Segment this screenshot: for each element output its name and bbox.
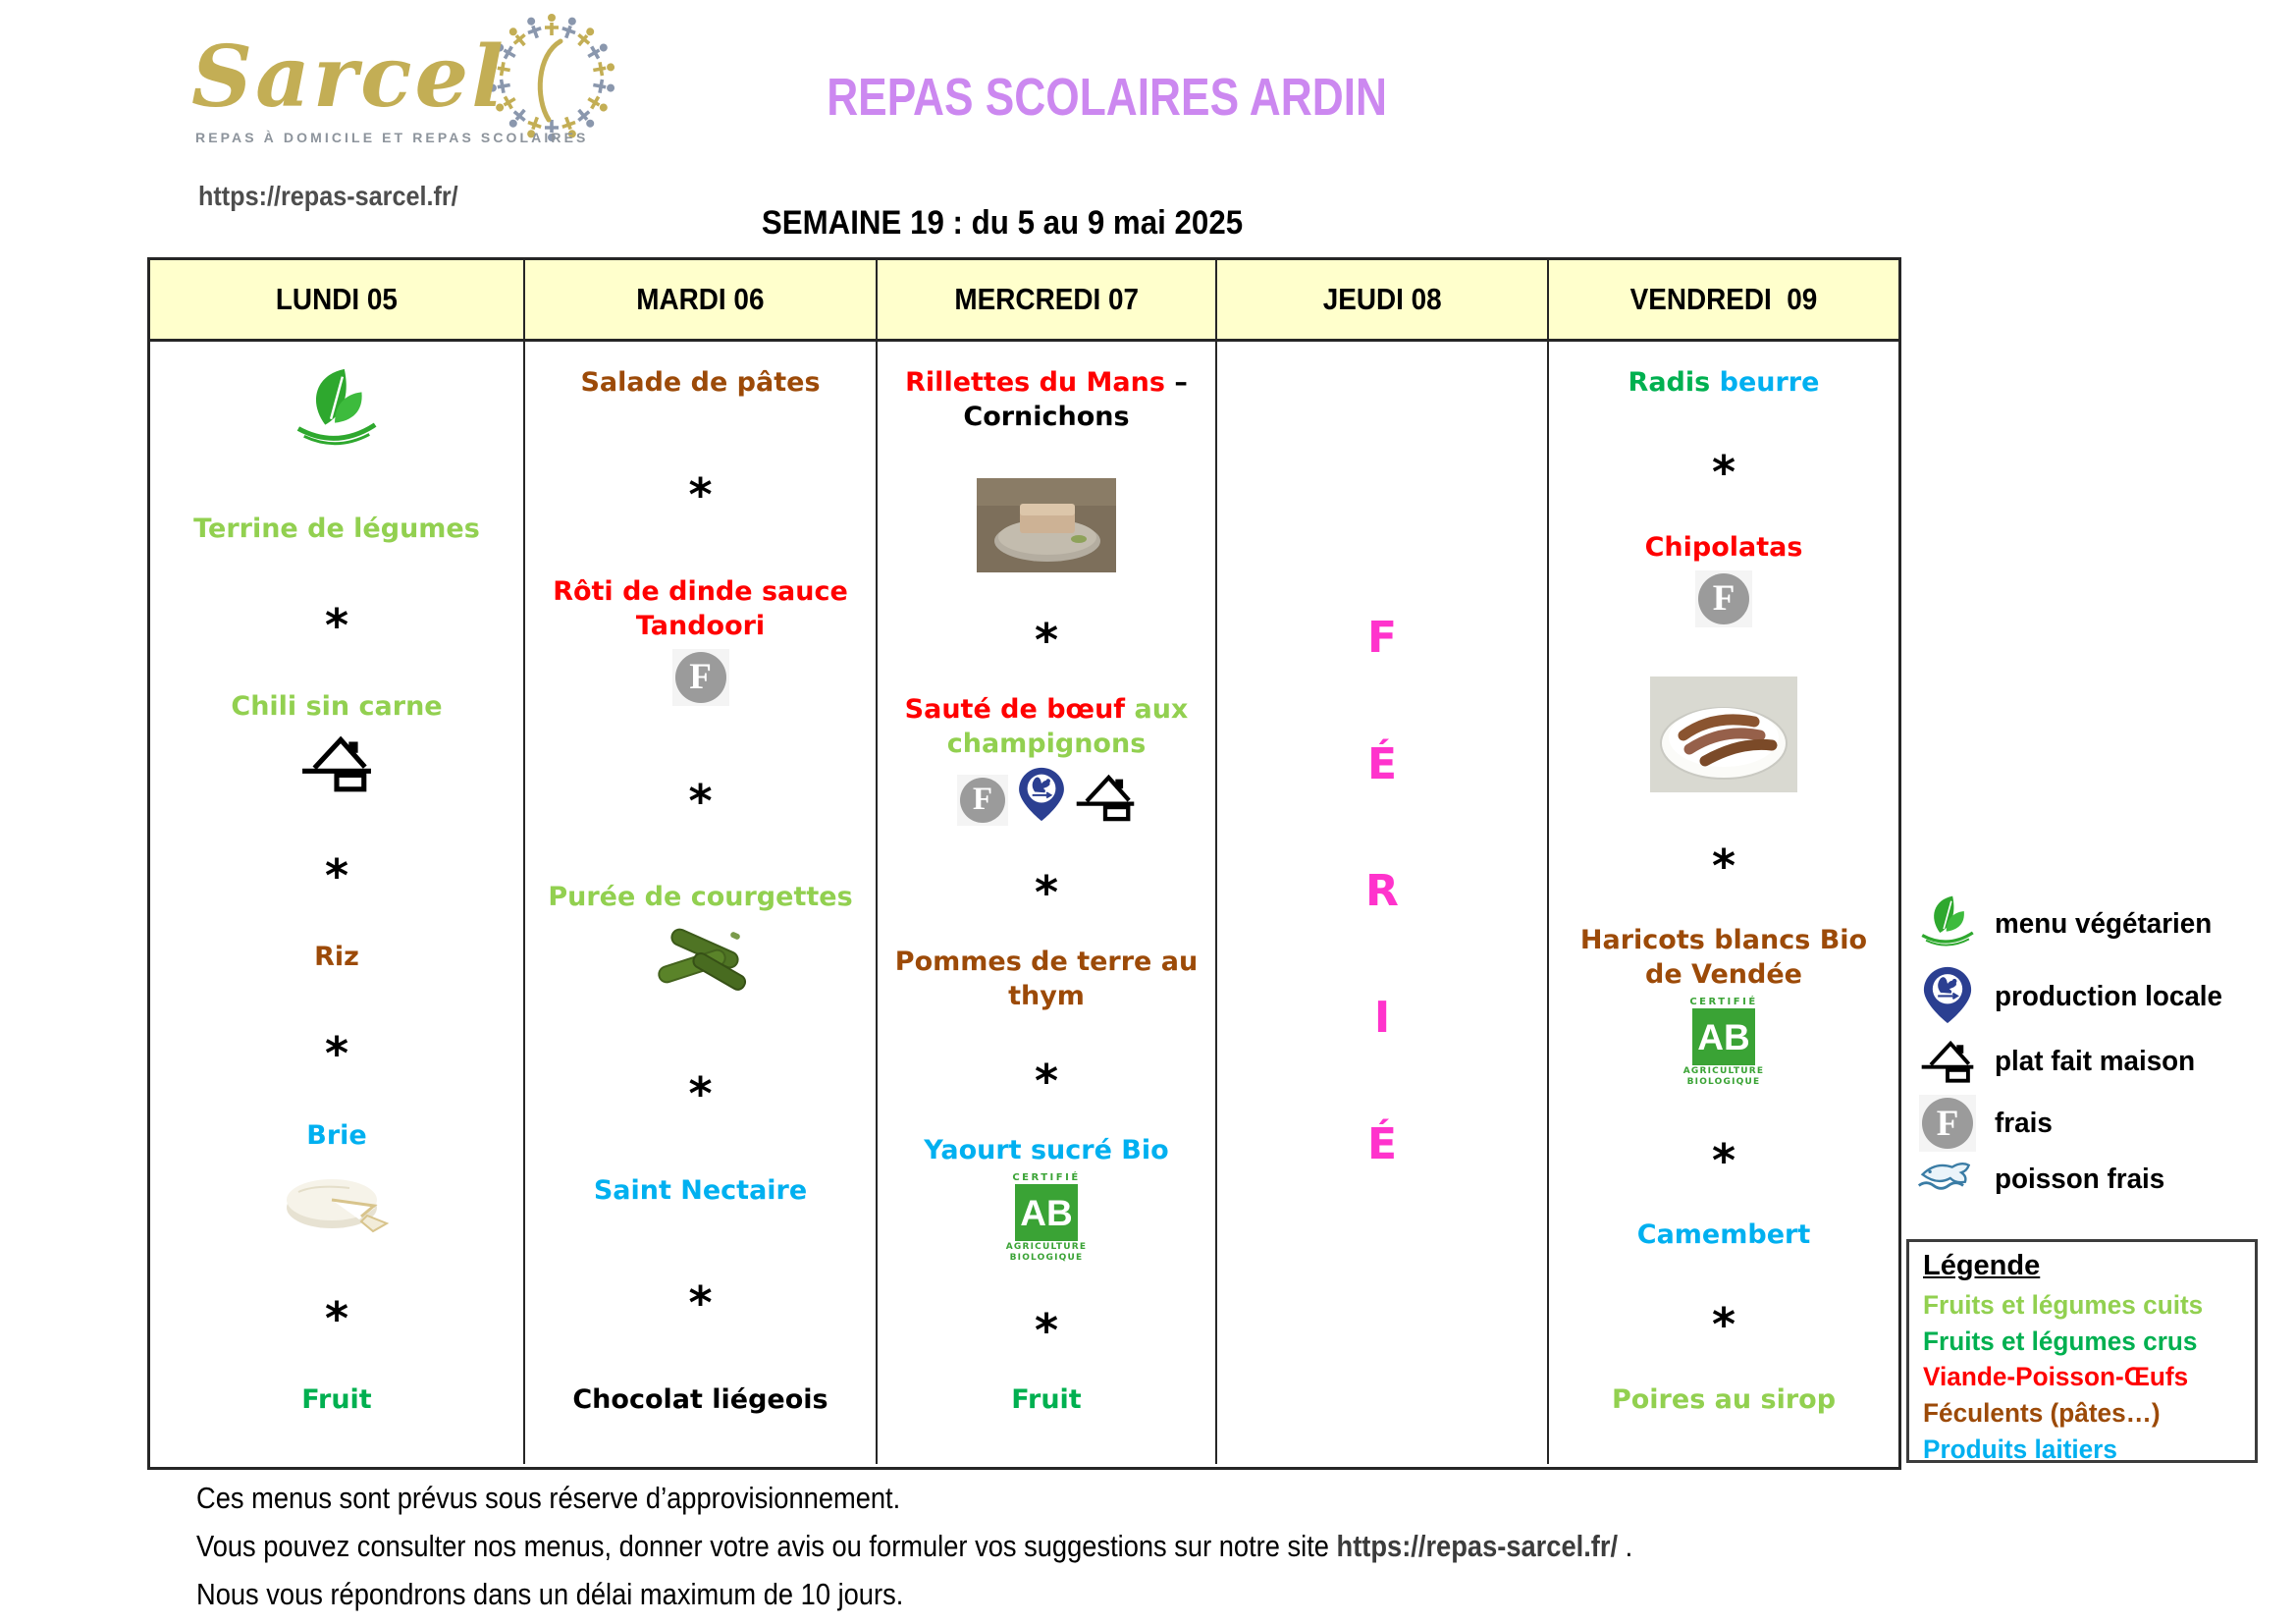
courgettes-photo [640, 921, 760, 1000]
frais-letter: F [675, 652, 726, 703]
icon-legend [1912, 886, 2295, 1204]
legend-row-frais [1912, 1092, 2295, 1155]
week-title: SEMAINE 19 : du 5 au 9 mai 2025 [761, 204, 1244, 242]
footer-notes [196, 1481, 1829, 1624]
separator-star: * [1711, 1298, 1736, 1352]
dish-group [548, 880, 852, 999]
day-header-mercredi [878, 260, 1217, 339]
fish-icon [1915, 1160, 1980, 1199]
color-legend-box [1906, 1239, 2258, 1463]
dish-label [1011, 1382, 1081, 1417]
logo-tagline: REPAS À DOMICILE ET REPAS SCOLAIRES [195, 130, 589, 145]
dish-text: Brie [306, 1119, 367, 1151]
day-column-mardi [525, 342, 878, 1464]
table-body-row [150, 342, 1898, 1464]
dish-text: – [1164, 367, 1188, 398]
ab-biologique-label: BIOLOGIQUE [1009, 1253, 1084, 1264]
dish-group [905, 692, 1189, 826]
frais-icon [672, 649, 729, 706]
day-header-label: MARDI 06 [636, 282, 765, 316]
legend-label: menu végétarien [1995, 907, 2213, 940]
legend-label: poisson frais [1995, 1163, 2165, 1195]
dish-text: aux [1134, 693, 1189, 725]
ab-agriculture-label: AGRICULTURE [1682, 1066, 1765, 1077]
legend-label: production locale [1995, 980, 2223, 1012]
day-column-vendredi [1549, 342, 1898, 1464]
ab-certifie-label: CERTIFIÉ [1012, 1172, 1081, 1184]
vegetarian-icon [288, 365, 386, 456]
ferie-letter: I [1373, 992, 1391, 1043]
frais-letter: F [960, 778, 1005, 823]
ab-certifie-label: CERTIFIÉ [1689, 997, 1758, 1008]
page-title: REPAS SCOLAIRES ARDIN [827, 68, 1387, 127]
dish-label [193, 512, 480, 546]
dish-text: Fruit [301, 1383, 372, 1415]
dish-icons-row [957, 767, 1136, 826]
day-header-lundi [150, 260, 525, 339]
separator-star: * [324, 599, 349, 653]
dish-label [572, 1382, 828, 1417]
separator-star: * [1034, 866, 1059, 920]
dish-text: Pommes de terre au thym [894, 947, 1199, 1012]
separator-star: * [688, 774, 713, 828]
dish-group [1645, 530, 1803, 627]
ferie-letter: R [1365, 865, 1399, 916]
legend-label: frais [1995, 1107, 2053, 1139]
dish-text: champignons [946, 728, 1147, 759]
dish-text: Terrine de légumes [193, 513, 480, 544]
dish-label [580, 365, 820, 400]
dish-text: beurre [1719, 367, 1820, 398]
dish-text: Chocolat liégeois [572, 1383, 828, 1415]
dish-label [306, 1118, 366, 1153]
frais-icon [1919, 1095, 1976, 1152]
dish-label [1612, 1382, 1836, 1417]
frais-letter: F [1698, 573, 1749, 624]
maison-icon [1920, 1036, 1975, 1087]
separator-star: * [1034, 1303, 1059, 1357]
separator-star: * [1711, 446, 1736, 500]
dish-label [548, 880, 852, 914]
dish-group [924, 1133, 1168, 1263]
dish-group [231, 689, 442, 796]
dish-text: Rillettes du Mans [905, 367, 1165, 398]
dish-text: Salade de pâtes [580, 367, 821, 398]
footer-line-1: Ces menus sont prévus sous réserve d’approvisionnement. [196, 1481, 901, 1515]
color-legend-title: Légende [1923, 1250, 2041, 1281]
dish-text: Purée de courgettes [548, 882, 853, 913]
dish-group [1559, 923, 1889, 1087]
ab-agriculture-label: AGRICULTURE [1005, 1242, 1088, 1253]
dish-text: Haricots blancs Bio de Vendée [1579, 925, 1868, 991]
separator-star: * [324, 1291, 349, 1345]
separator-star: * [1034, 1055, 1059, 1109]
color-legend-entry: Viande-Poisson-Œufs [1923, 1362, 2189, 1392]
rillettes-photo [977, 478, 1116, 572]
ferie-letter: F [1366, 612, 1398, 663]
day-header-jeudi [1217, 260, 1549, 339]
day-header-label: MERCREDI 07 [954, 282, 1139, 316]
dish-label [301, 1382, 371, 1417]
separator-star: * [1034, 613, 1059, 667]
separator-star: * [324, 849, 349, 903]
ferie-letter: É [1366, 738, 1398, 789]
vegetarian-icon [1915, 893, 1980, 954]
menu-table [147, 257, 1901, 1470]
ab-icon [1006, 1173, 1088, 1263]
dish-text: Rôti de dinde sauce Tandoori [553, 575, 848, 641]
maison-icon [300, 730, 373, 796]
dish-text: Poires au sirop [1611, 1383, 1837, 1415]
separator-star: * [688, 1067, 713, 1121]
ab-biologique-label: BIOLOGIQUE [1686, 1077, 1761, 1088]
dish-label [887, 945, 1205, 1013]
dish-label [314, 940, 359, 974]
day-column-mercredi [878, 342, 1217, 1464]
legend-row-maison [1912, 1031, 2295, 1092]
site-url: https://repas-sarcel.fr/ [198, 181, 458, 211]
footer-line-2: Vous pouvez consulter nos menus, donner votre avis ou formuler vos suggestions sur notre site https://repas-sarcel.fr/ . [196, 1529, 1633, 1563]
dish-label [1645, 530, 1803, 565]
frais-icon [957, 775, 1008, 826]
dish-group [535, 574, 866, 706]
dish-text: Chili sin carne [231, 691, 443, 723]
chipolatas-photo [1650, 677, 1797, 792]
separator-star: * [688, 1275, 713, 1329]
legend-icon-cell [1912, 893, 1983, 954]
separator-star: * [1711, 1133, 1736, 1187]
legend-row-local [1912, 962, 2295, 1031]
footer-line-3: Nous vous répondrons dans un délai maximum de 10 jours. [196, 1577, 904, 1611]
local-icon [1018, 767, 1065, 826]
dish-text: Riz [314, 942, 359, 973]
frais-letter: F [1922, 1098, 1973, 1149]
day-header-vendredi [1549, 260, 1898, 339]
separator-star: * [324, 1027, 349, 1081]
dish-text: Camembert [1636, 1219, 1811, 1251]
local-icon [1923, 966, 1972, 1028]
dish-label [905, 365, 1188, 434]
color-legend-entry: Produits laitiers [1923, 1434, 2117, 1464]
dish-label [924, 1133, 1168, 1167]
ferie-letter: É [1366, 1118, 1398, 1169]
legend-icon-cell [1912, 1095, 1983, 1152]
dish-text: Sauté de bœuf [904, 693, 1135, 725]
footer-site-url: https://repas-sarcel.fr/ [1336, 1529, 1619, 1563]
dish-label [905, 692, 1189, 761]
dish-label [535, 574, 866, 643]
day-header-mardi [525, 260, 878, 339]
ab-letters: AB [1692, 1008, 1755, 1065]
legend-row-vegetarian [1912, 886, 2295, 962]
dish-text: Saint Nectaire [593, 1175, 808, 1207]
legend-label: plat fait maison [1995, 1045, 2196, 1077]
logo-brand: Sarcel [191, 27, 507, 127]
color-legend-entry: Fruits et légumes crus [1923, 1326, 2198, 1356]
brie-photo [277, 1159, 397, 1239]
dish-text: Fruit [1011, 1383, 1082, 1415]
ab-icon [1683, 998, 1765, 1087]
color-legend-entry: Fruits et légumes cuits [1923, 1290, 2204, 1320]
day-header-label: VENDREDI 09 [1629, 282, 1818, 316]
day-header-label: JEUDI 08 [1322, 282, 1442, 316]
separator-star: * [1711, 839, 1736, 893]
ab-letters: AB [1015, 1184, 1078, 1241]
dish-label [594, 1173, 807, 1208]
color-legend-entry: Féculents (pâtes…) [1923, 1398, 2161, 1429]
dish-text: Radis [1628, 367, 1720, 398]
legend-row-fish [1912, 1155, 2295, 1204]
day-column-jeudi [1217, 342, 1549, 1464]
legend-icon-cell [1912, 1160, 1983, 1199]
legend-icon-cell [1912, 966, 1983, 1028]
separator-star: * [688, 467, 713, 521]
dish-label [1629, 365, 1820, 400]
dish-group [277, 1118, 397, 1239]
dish-label [231, 689, 442, 724]
dish-text: Cornichons [963, 402, 1130, 433]
frais-icon [1695, 570, 1752, 627]
maison-icon [1075, 769, 1136, 826]
table-header-row [150, 260, 1898, 342]
dish-label [1637, 1218, 1810, 1252]
legend-icon-cell [1912, 1036, 1983, 1087]
dish-text: Chipolatas [1644, 531, 1803, 563]
dish-text: Yaourt sucré Bio [924, 1135, 1169, 1166]
day-header-label: LUNDI 05 [275, 282, 399, 316]
sarcel-logo [191, 14, 653, 176]
dish-label [1559, 923, 1889, 992]
day-column-lundi [150, 342, 525, 1464]
